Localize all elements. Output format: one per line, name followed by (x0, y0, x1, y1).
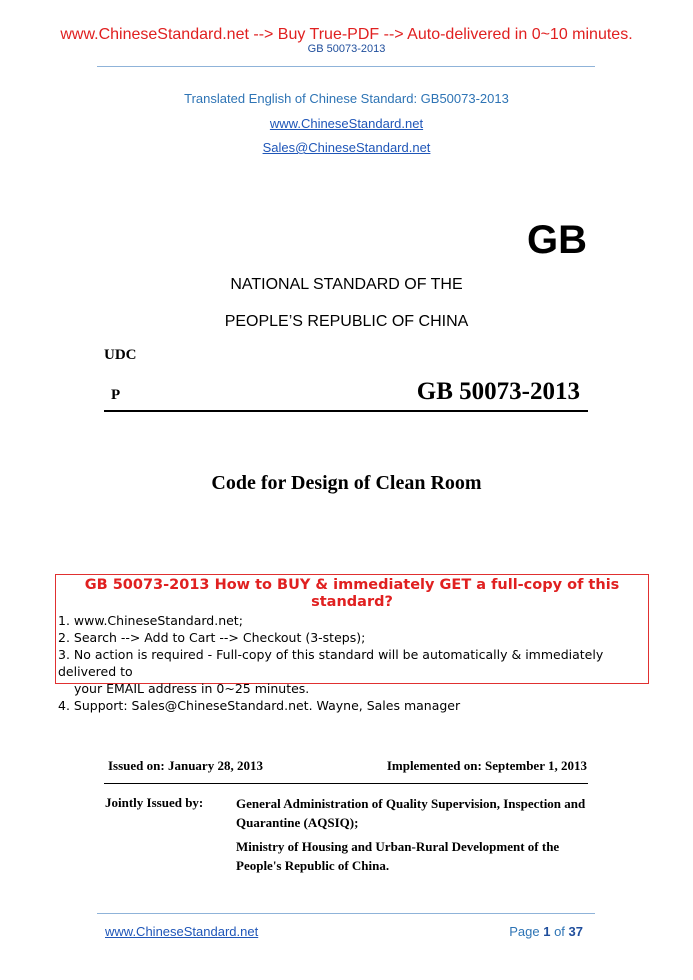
jointly-issued-label: Jointly Issued by: (105, 795, 204, 810)
buy-step-2 (56, 629, 648, 646)
header-divider (97, 66, 595, 67)
page-indicator (509, 924, 583, 939)
udc-label: UDC (104, 347, 137, 363)
gb-mark: GB (527, 218, 587, 262)
page-total: 37 (568, 924, 583, 939)
step-number: 2. (58, 630, 70, 645)
step-text: No action is required - Full-copy of this standard will be automatically & immediately delivered to (58, 647, 604, 679)
national-standard-line1: NATIONAL STANDARD OF THE (230, 276, 463, 293)
buy-step-3 (56, 646, 648, 697)
issued-on: Issued on: January 28, 2013 (108, 758, 263, 773)
step-number: 1. (58, 613, 70, 628)
banner-link[interactable]: www.ChineseStandard.net --> Buy True-PDF --> Auto-delivered in 0~10 minutes. (60, 26, 633, 43)
buy-box-title: GB 50073-2013 How to BUY & immediately GET a full-copy of this standard? (84, 577, 620, 610)
issuer-mohurd: Ministry of Housing and Urban-Rural Development of the People's Republic of China. (236, 839, 560, 873)
step-number: 3. (58, 647, 70, 662)
issuer-aqsiq: General Administration of Quality Supervision, Inspection and Quarantine (AQSIQ); (236, 796, 586, 830)
buy-info-box (55, 574, 649, 713)
email-link[interactable]: Sales@ChineseStandard.net (262, 140, 431, 155)
step-number: 4. (58, 698, 70, 713)
translated-line: Translated English of Chinese Standard: GB50073-2013 (184, 91, 509, 106)
cover-rule (104, 410, 588, 412)
document-title: Code for Design of Clean Room (211, 472, 482, 494)
page-current: 1 (543, 924, 551, 939)
national-standard-line2: PEOPLE’S REPUBLIC OF CHINA (224, 313, 469, 330)
footer-website-link[interactable]: www.ChineseStandard.net (105, 924, 259, 939)
buy-step-1 (56, 612, 648, 629)
buy-step-4 (56, 697, 648, 714)
website-link[interactable]: www.ChineseStandard.net (269, 116, 424, 131)
page-prefix: Page (509, 924, 540, 939)
p-label: P (111, 387, 121, 403)
page-of: of (554, 924, 565, 939)
issue-rule (104, 783, 588, 784)
implemented-on: Implemented on: September 1, 2013 (386, 758, 587, 773)
step-text: Support: Sales@ChineseStandard.net. Wayne, Sales manager (73, 698, 461, 713)
email-link-wrapper (0, 140, 693, 155)
standard-number: GB 50073-2013 (416, 378, 580, 405)
website-link-wrapper (0, 116, 693, 131)
footer-divider (97, 913, 595, 914)
step-text: Search --> Add to Cart --> Checkout (3-steps); (73, 630, 366, 645)
header-doc-id: GB 50073-2013 (307, 43, 386, 55)
step-text[interactable]: www.ChineseStandard.net; (73, 613, 243, 628)
step-text-continued: your EMAIL address in 0~25 minutes. (74, 681, 310, 696)
